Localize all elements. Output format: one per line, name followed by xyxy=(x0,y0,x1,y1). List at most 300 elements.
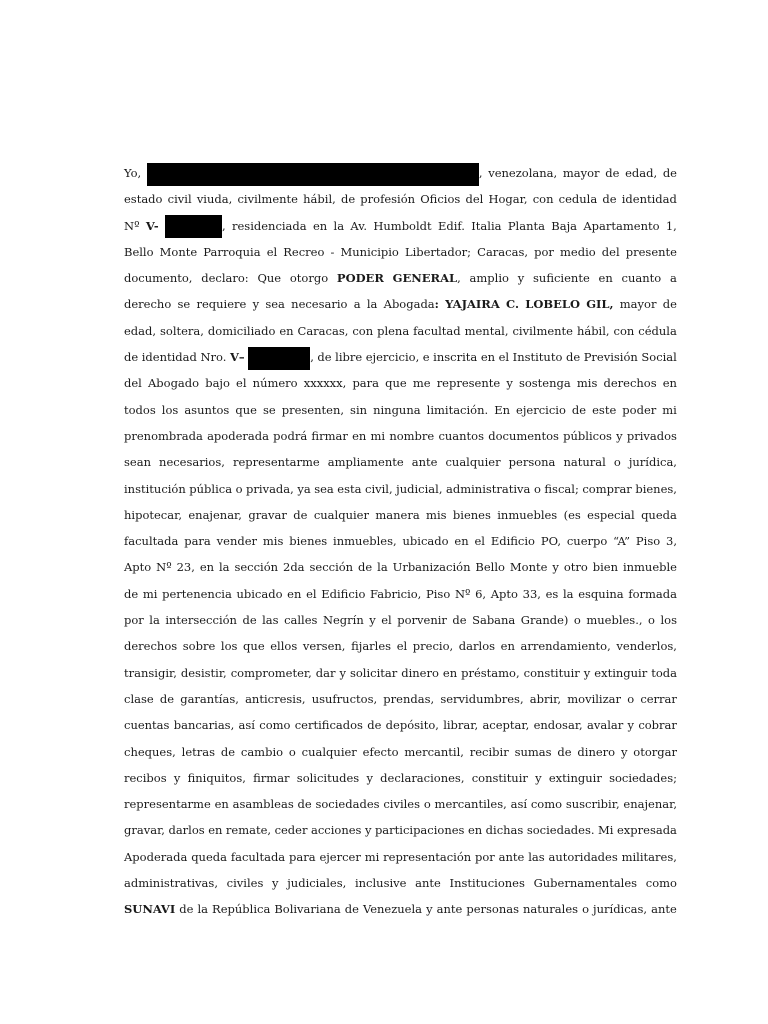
document-word xyxy=(124,739,176,765)
text: el xyxy=(474,534,485,549)
text: residenciada xyxy=(231,218,307,233)
document-word xyxy=(236,581,282,607)
document-word xyxy=(335,344,362,370)
text: porvenir xyxy=(397,613,447,628)
document-word xyxy=(124,660,177,686)
document-word xyxy=(622,397,656,423)
text: hábil, xyxy=(303,192,336,207)
document-word xyxy=(124,397,156,423)
document-word xyxy=(302,739,357,765)
document-line xyxy=(124,686,677,712)
document-word xyxy=(459,633,495,659)
document-word xyxy=(373,397,421,423)
text: o xyxy=(423,797,431,812)
document-word xyxy=(182,739,215,765)
document-line xyxy=(124,712,677,738)
text: Edificio xyxy=(490,534,535,549)
text: para xyxy=(352,376,380,391)
text: bajo xyxy=(205,376,230,391)
redaction-bar xyxy=(165,215,222,238)
text: y xyxy=(620,744,628,759)
document-word xyxy=(124,528,178,554)
text: de xyxy=(662,166,677,180)
text: en xyxy=(287,586,302,601)
document-word xyxy=(263,397,276,423)
text: administrativas, xyxy=(124,876,218,891)
document-word xyxy=(622,844,677,870)
document-word xyxy=(491,581,518,607)
document-word xyxy=(528,844,544,870)
document-word xyxy=(533,265,590,291)
document-word xyxy=(287,870,346,896)
document-word xyxy=(124,896,175,922)
document-line xyxy=(124,633,677,659)
text: ninguna xyxy=(373,402,421,417)
text: persona xyxy=(508,455,556,470)
text: - xyxy=(330,244,335,259)
document-word xyxy=(560,239,596,265)
text: mayor xyxy=(562,166,600,180)
document-word xyxy=(303,186,336,212)
document-word xyxy=(383,686,434,712)
bold-text: : xyxy=(434,297,439,312)
text: inmuebles xyxy=(497,507,558,522)
text: enajenar, xyxy=(623,797,677,812)
document-word xyxy=(243,633,265,659)
document-word xyxy=(563,449,605,475)
text: esta xyxy=(337,481,362,496)
document-word xyxy=(124,817,165,843)
text: en xyxy=(598,271,613,286)
text: Abogada xyxy=(383,297,435,312)
document-word xyxy=(339,660,346,686)
document-word xyxy=(465,186,483,212)
document-word xyxy=(525,291,580,317)
text: constituir xyxy=(471,770,528,785)
text: movilizar xyxy=(567,691,622,706)
document-word xyxy=(594,660,647,686)
text: nombre xyxy=(389,428,435,443)
document-word xyxy=(426,896,433,922)
text: recibos xyxy=(124,770,167,785)
document-word xyxy=(415,870,441,896)
text: la xyxy=(218,560,230,575)
document-line xyxy=(124,423,677,449)
document-word xyxy=(635,476,677,502)
document-word xyxy=(620,291,657,317)
document-word xyxy=(160,239,198,265)
document-word xyxy=(317,344,331,370)
document-line xyxy=(124,739,677,765)
text: , xyxy=(457,271,461,286)
document-word xyxy=(165,213,226,239)
text: garantías, xyxy=(180,691,239,706)
document-word xyxy=(548,844,617,870)
text: ejercicio xyxy=(516,402,566,417)
text: bienes, xyxy=(635,481,677,496)
document-word xyxy=(168,817,204,843)
document-word xyxy=(226,817,271,843)
text: que xyxy=(385,376,407,391)
document-word xyxy=(124,870,218,896)
text: cuantos xyxy=(438,428,484,443)
document-word xyxy=(592,397,616,423)
text: amplio xyxy=(469,271,509,286)
document-word xyxy=(253,291,260,317)
text: Venezuela xyxy=(362,902,423,917)
document-line xyxy=(124,817,677,843)
document-word xyxy=(648,607,655,633)
document-word xyxy=(623,791,677,817)
text: personas xyxy=(466,902,519,917)
text: pública xyxy=(189,481,233,496)
text: el xyxy=(381,613,392,628)
document-word xyxy=(534,476,541,502)
document-word xyxy=(614,318,635,344)
text: y xyxy=(583,665,591,680)
document-word xyxy=(184,528,211,554)
text: de xyxy=(344,902,359,917)
text: 6, xyxy=(475,586,487,601)
document-word xyxy=(602,186,616,212)
text: venezolana, xyxy=(488,166,558,180)
document-word xyxy=(274,896,340,922)
text: facultada xyxy=(124,534,179,549)
text: firmar xyxy=(311,428,348,443)
document-word xyxy=(443,712,478,738)
document-word xyxy=(180,686,239,712)
text: Previsión xyxy=(583,350,638,365)
document-word xyxy=(217,528,257,554)
document-word xyxy=(578,581,623,607)
text: y xyxy=(366,770,373,785)
document-word xyxy=(235,397,257,423)
text: Grande) xyxy=(520,613,569,628)
document-word xyxy=(534,870,638,896)
document-word xyxy=(412,449,438,475)
text: versen, xyxy=(302,639,346,654)
text: o xyxy=(627,691,635,706)
document-word xyxy=(165,607,237,633)
text: fiscal; xyxy=(544,481,579,496)
document-word xyxy=(474,528,484,554)
document-word xyxy=(397,607,447,633)
document-word xyxy=(557,739,571,765)
text: vender xyxy=(216,534,258,549)
document-word xyxy=(663,291,677,317)
text: represente xyxy=(436,376,501,391)
text: Italia xyxy=(471,218,502,233)
document-line xyxy=(124,213,677,239)
document-word xyxy=(396,476,442,502)
text: servidumbres, xyxy=(440,691,524,706)
text: mayor xyxy=(619,297,657,312)
document-word xyxy=(666,528,677,554)
text: derechos xyxy=(124,639,178,654)
document-line xyxy=(124,896,677,922)
text: civiles xyxy=(226,876,264,891)
text: el xyxy=(236,376,247,391)
text: cualquier xyxy=(301,744,357,759)
text: sean xyxy=(124,455,151,470)
document-word xyxy=(535,765,542,791)
document-word xyxy=(466,896,519,922)
text: prenombrada xyxy=(124,428,203,443)
document-word xyxy=(337,476,361,502)
text: de xyxy=(220,744,236,759)
document-word xyxy=(124,449,151,475)
document-word xyxy=(174,765,181,791)
text: en xyxy=(199,560,215,575)
document-word xyxy=(640,686,677,712)
document-word xyxy=(352,423,366,449)
text: en xyxy=(279,323,294,338)
text: de xyxy=(159,691,175,706)
text: 23, xyxy=(176,560,195,575)
document-line xyxy=(124,318,677,344)
document-word xyxy=(367,712,381,738)
document-word xyxy=(450,870,525,896)
document-word xyxy=(146,213,159,239)
document-word xyxy=(625,160,657,186)
text: Monte xyxy=(159,244,198,259)
text: en xyxy=(352,428,367,443)
document-word xyxy=(263,528,283,554)
text: dinero xyxy=(401,665,439,680)
document-word xyxy=(377,318,409,344)
text: avalar xyxy=(587,718,624,733)
text: mercantiles, xyxy=(434,797,507,812)
document-line xyxy=(124,660,677,686)
text: remate, xyxy=(225,823,272,838)
document-line xyxy=(124,765,677,791)
document-word xyxy=(461,660,520,686)
text: abrir, xyxy=(529,691,562,706)
text: clase xyxy=(124,691,154,706)
document-word xyxy=(156,554,171,580)
document-word xyxy=(297,476,310,502)
text: civilmente xyxy=(512,323,573,338)
text: hábil, xyxy=(576,323,610,338)
document-word xyxy=(559,186,598,212)
text: Apoderada xyxy=(124,849,188,864)
text: cheques, xyxy=(124,744,176,759)
redaction-bar xyxy=(248,347,310,370)
text: de xyxy=(605,166,620,180)
document-word xyxy=(605,160,619,186)
text: efecto xyxy=(362,744,399,759)
text: cobrar xyxy=(638,718,677,733)
text: Edificio xyxy=(321,586,366,601)
text: esquina xyxy=(578,586,624,601)
document-word xyxy=(375,817,465,843)
bold-text: PODER xyxy=(336,271,384,286)
text: Nro. xyxy=(200,350,227,365)
text: enajenar, xyxy=(188,507,242,522)
text: sea xyxy=(265,297,285,312)
text: documento, xyxy=(124,271,193,286)
text: Edif. xyxy=(437,218,465,233)
text: declaro: xyxy=(201,271,249,286)
document-word xyxy=(488,186,527,212)
text: sociedades. xyxy=(526,823,595,838)
text: Yo, xyxy=(124,166,142,180)
text: ante xyxy=(436,902,463,917)
text: militares, xyxy=(621,849,677,864)
document-word xyxy=(617,817,677,843)
document-word xyxy=(303,633,346,659)
text: todos xyxy=(124,402,156,417)
document-word xyxy=(350,660,397,686)
document-word xyxy=(508,213,545,239)
text: facultad xyxy=(413,323,461,338)
text: edad, xyxy=(625,166,658,180)
text: las xyxy=(262,613,279,628)
document-word xyxy=(662,397,677,423)
text: me xyxy=(412,376,431,391)
text: privada, xyxy=(246,481,294,496)
text: el xyxy=(266,244,278,259)
document-word xyxy=(124,686,154,712)
document-word xyxy=(124,344,138,370)
text: cerrar xyxy=(640,691,677,706)
text: que xyxy=(243,639,265,654)
text: civil, xyxy=(365,481,393,496)
text: representarme xyxy=(124,797,211,812)
document-word xyxy=(237,186,298,212)
text: formada xyxy=(628,586,677,601)
text: Piso xyxy=(635,534,661,549)
document-word xyxy=(518,265,525,291)
document-word xyxy=(445,449,500,475)
text: y xyxy=(252,297,260,312)
document-word xyxy=(651,660,677,686)
document-word xyxy=(124,186,162,212)
document-word xyxy=(470,739,509,765)
document-word xyxy=(381,607,391,633)
document-word xyxy=(306,581,316,607)
document-line xyxy=(124,265,677,291)
text: autoridades xyxy=(548,849,618,864)
text: Recreo xyxy=(283,244,325,259)
document-word xyxy=(475,581,486,607)
text: a xyxy=(669,271,677,286)
document-word xyxy=(497,502,557,528)
text: representación xyxy=(383,849,472,864)
text: Caracas, xyxy=(297,323,349,338)
document-word xyxy=(124,291,171,317)
text: asambleas xyxy=(232,797,294,812)
text: podrá xyxy=(273,428,308,443)
document-word xyxy=(162,397,179,423)
text: cambio xyxy=(240,744,284,759)
document-word xyxy=(386,712,439,738)
bold-text: C. xyxy=(506,297,520,312)
text: inmuebles, xyxy=(333,534,397,549)
document-word xyxy=(253,370,298,396)
text: limitación. xyxy=(426,402,489,417)
bold-text: GENERAL xyxy=(392,271,458,286)
document-word xyxy=(284,607,317,633)
document-word xyxy=(519,370,571,396)
text: Nº xyxy=(124,218,140,233)
text: sociedades; xyxy=(609,770,677,785)
text: , xyxy=(478,166,483,180)
text: 2da xyxy=(283,560,305,575)
document-word xyxy=(486,817,524,843)
document-word xyxy=(666,213,677,239)
text: y xyxy=(339,665,346,680)
document-word xyxy=(321,581,365,607)
bold-text: LOBELO xyxy=(525,297,580,312)
text: En xyxy=(494,402,511,417)
text: y xyxy=(535,770,542,785)
document-word xyxy=(405,239,471,265)
document-line xyxy=(124,186,677,212)
document-word xyxy=(424,791,431,817)
document-word xyxy=(389,423,434,449)
document-word xyxy=(587,712,623,738)
bold-text: GIL, xyxy=(586,297,614,312)
document-word xyxy=(124,607,144,633)
document-word xyxy=(124,844,187,870)
text: hipotecar, xyxy=(124,507,182,522)
text: judiciales, xyxy=(287,876,347,891)
document-word xyxy=(370,581,421,607)
bold-text: V– xyxy=(229,350,245,365)
text: aceptar, xyxy=(482,718,530,733)
text: bancarias, xyxy=(173,718,235,733)
text: otro xyxy=(563,560,588,575)
text: mental, xyxy=(464,323,509,338)
text: Fabricio, xyxy=(370,586,422,601)
text: número xyxy=(252,376,298,391)
text: ampliamente xyxy=(327,455,404,470)
text: firmar xyxy=(253,770,290,785)
document-word xyxy=(627,423,677,449)
text: Bello xyxy=(124,244,154,259)
text: a xyxy=(353,297,361,312)
document-word xyxy=(663,160,677,186)
text: documentos xyxy=(488,428,559,443)
document-word xyxy=(375,502,419,528)
document-word xyxy=(124,476,186,502)
document-word xyxy=(314,502,369,528)
document-word xyxy=(283,239,324,265)
document-word xyxy=(577,318,610,344)
text: y xyxy=(627,718,635,733)
text: el xyxy=(306,586,317,601)
text: viuda, xyxy=(196,192,233,207)
document-word xyxy=(262,607,278,633)
document-word xyxy=(501,633,515,659)
document-word xyxy=(313,213,327,239)
document-line xyxy=(124,607,677,633)
text: sociedades xyxy=(315,797,380,812)
document-word xyxy=(350,397,367,423)
document-word xyxy=(633,739,677,765)
document-word xyxy=(584,660,591,686)
text: de xyxy=(571,402,587,417)
text: derecho xyxy=(124,297,172,312)
text: Bolivariana xyxy=(274,902,341,917)
text: bienes xyxy=(452,507,491,522)
document-line xyxy=(124,791,677,817)
text: en xyxy=(312,218,328,233)
document-word xyxy=(401,660,439,686)
text: civiles xyxy=(383,797,421,812)
text: la xyxy=(366,297,378,312)
